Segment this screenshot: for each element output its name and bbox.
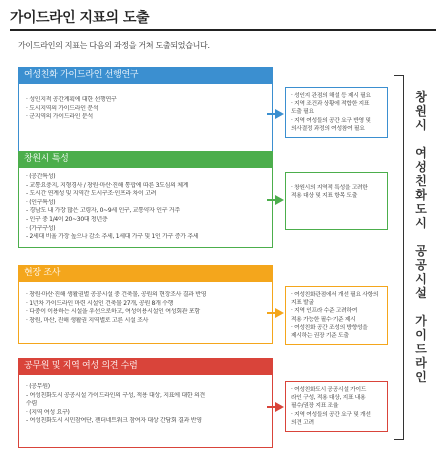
list-item: 필수/권장 지표 조율 bbox=[291, 403, 339, 410]
page-title: 가이드라인 지표의 도출 bbox=[10, 10, 149, 26]
arrow-shaft bbox=[267, 113, 276, 115]
list-item: · 창원·마산·진해 생활권별 공공시설 중 건축물, 공원의 현장조사 결과 반영 bbox=[26, 291, 207, 298]
result-box-2 bbox=[285, 172, 388, 230]
bracket-divider bbox=[394, 75, 404, 440]
title-divider bbox=[10, 29, 436, 31]
section-changwon-characteristics bbox=[18, 151, 273, 248]
result-box-3 bbox=[285, 286, 388, 345]
list-item: · 여성친화도시 공공시설 가이드 bbox=[291, 387, 367, 393]
list-item: 의견 고려 bbox=[291, 419, 314, 426]
list-item: · 지역 조건과 상황에 적합한 지표 bbox=[291, 101, 370, 108]
section-body bbox=[18, 168, 273, 248]
section-body bbox=[18, 84, 273, 155]
list-item: · 지역 여성들의 공간 요구 반영 및 bbox=[291, 117, 371, 124]
list-item: 적용 대상 및 지표 항목 도출 bbox=[291, 193, 358, 200]
list-item: - 도시간 연계성 및 지역간 도시구조·인프라 차이 고려 bbox=[26, 190, 157, 198]
arrow-icon bbox=[275, 109, 284, 119]
list-item: 수렴 bbox=[26, 400, 37, 408]
arrow-shaft bbox=[267, 406, 276, 408]
list-item: · 성인지적 공간계획에 대한 선행연구 bbox=[26, 96, 117, 103]
list-item: · 지역 여성들의 공간 요구 및 개선 bbox=[291, 411, 371, 418]
list-item: 적용 가능한 필수·기준 제시 bbox=[291, 316, 356, 323]
list-item: · 군지역의 가이드라인 분석 bbox=[26, 113, 93, 121]
section-body bbox=[18, 282, 273, 344]
section-header: 현장 조사 bbox=[18, 265, 273, 282]
list-item: · 다중이 이용하는 시설을 우선으로하고, 여성이용시설인 여성회관 포함 bbox=[26, 308, 200, 316]
arrow-icon bbox=[275, 195, 284, 205]
list-item: - 교통요충지, 지형경사 / 창원·마산·진해 통합에 따른 3도심의 체계 bbox=[26, 181, 189, 189]
list-item: 제시하는 권장 기준 도출 bbox=[291, 333, 349, 340]
list-item: · (공간특성) bbox=[26, 173, 56, 180]
section-header: 창원시 특성 bbox=[18, 151, 273, 168]
list-item: · (지역 여성 요구) bbox=[26, 408, 70, 416]
section-body bbox=[18, 375, 273, 448]
section-header: 공무원 및 지역 여성 의견 수렴 bbox=[18, 358, 273, 375]
list-item: · 성인지 관점의 해설 등 제시 필요 bbox=[291, 93, 371, 99]
vertical-guideline-title: 창 원 시 여 성 친 화 도 시 공 공 시 설 가 이 드 라 인 bbox=[415, 90, 427, 384]
list-item: · 도시지역의 가이드라인 분석 bbox=[26, 104, 99, 112]
list-item: · 1년차 가이드라인 마련 시설인 건축물 27개, 공원 8개 수행 bbox=[26, 299, 174, 307]
list-item: - 인구 중 1/4이 20~30대 청년층 bbox=[26, 215, 108, 223]
list-item: - 경남도 내 가장 많은 고령자, 0~9세 인구, 교통약자 인구 거주 bbox=[26, 207, 180, 215]
list-item: · (인구특성) bbox=[26, 198, 56, 206]
arrow-shaft bbox=[267, 199, 276, 201]
list-item: 라인 구성, 적용 대상, 지표 내용 bbox=[291, 395, 366, 402]
section-opinion-gathering bbox=[18, 358, 273, 448]
arrow-icon bbox=[275, 308, 284, 318]
list-item: - 여성친화도시 시민참여단, 젠더네트워크 참여자 대상 간담회 결과 반영 bbox=[26, 417, 202, 425]
list-item: · 여성친화관점에서 개선 필요 사항의 bbox=[291, 292, 379, 298]
list-item: · 창원시의 지역적 특성을 고려한 bbox=[291, 185, 368, 191]
list-item: - 2세대 비율 가장 높으나 감소 추세, 1세대 가구 및 1인 가구 증가 추세 bbox=[26, 233, 199, 241]
list-item: · 여성친화 공간 조성의 방향성을 bbox=[291, 324, 368, 331]
list-item: 의사결정 과정의 여성참여 필요 bbox=[291, 125, 365, 132]
list-item: · (공무원) bbox=[26, 383, 50, 390]
arrow-shaft bbox=[267, 312, 276, 314]
list-item: · 창원, 마산, 진해 생활권 지역별로 고른 시설 조사 bbox=[26, 316, 149, 324]
result-box-1 bbox=[285, 87, 388, 138]
list-item: · 지역 인프라 수준 고려하여 bbox=[291, 308, 358, 315]
section-header: 여성친화 가이드라인 선행연구 bbox=[18, 67, 273, 84]
list-item: 지표 발굴 bbox=[291, 300, 314, 307]
list-item: · (가구구성) bbox=[26, 224, 56, 232]
list-item: 도출 필요 bbox=[291, 109, 314, 116]
list-item: - 여성친화도시 공공시설 가이드라인의 구성, 적용 대상, 지표에 대한 의견 bbox=[26, 391, 205, 399]
section-field-survey bbox=[18, 265, 273, 344]
result-box-4 bbox=[285, 381, 388, 432]
section-prior-research bbox=[18, 67, 273, 155]
arrow-icon bbox=[275, 402, 284, 412]
intro-text: 가이드라인의 지표는 다음의 과정을 거쳐 도출되었습니다. bbox=[18, 41, 210, 50]
